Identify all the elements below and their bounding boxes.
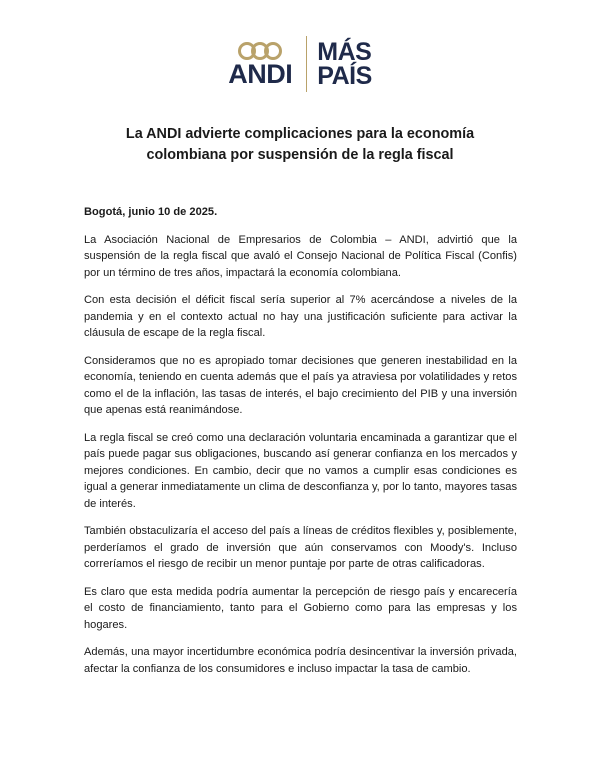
page-title xyxy=(60,124,540,166)
andi-logo-text: ANDI xyxy=(228,59,293,89)
mas-pais-line1: MÁS xyxy=(317,38,372,66)
dateline: Bogotá, junio 10 de 2025. xyxy=(84,206,218,218)
title-line-2: colombiana por suspensión de la regla fiscal xyxy=(146,147,454,163)
press-release-body xyxy=(84,204,517,688)
paragraph-7: Además, una mayor incertidumbre económica podría desincentivar la inversión privada, afectar la confianza de los consumidores e incluso impactar la tasa de cambio. xyxy=(84,646,517,675)
paragraph-6: Es claro que esta medida podría aumentar la percepción de riesgo país y encarecería el costo de financiamiento, tanto para el Gobierno como para las empresas y los hogares. xyxy=(84,585,517,631)
paragraph-4: La regla fiscal se creó como una declaración voluntaria encaminada a garantizar que el país puede pagar sus obligaciones, buscando así generar confianza en los mercados y mejores condiciones. En cambio, decir que no vamos a cumplir esas condiciones es igual a generar inmediatamente un clima de desconfianza y, por lo tanto, mayores tasas de interés. xyxy=(84,431,517,510)
paragraph-1: La Asociación Nacional de Empresarios de Colombia – ANDI, advirtió que la suspensión de la regla fiscal que avaló el Consejo Nacional de Política Fiscal (Confis) por un término de tres años, impactará la economía colombiana. xyxy=(84,233,517,279)
paragraph-3: Consideramos que no es apropiado tomar decisiones que generen inestabilidad en la economía, teniendo en cuenta además que el país ya atraviesa por volatilidades y retos como el de la inflación, las tasas de interés, el bajo crecimiento del PIB y una inversión que apenas está reanimándose. xyxy=(84,354,517,416)
logo-divider xyxy=(306,36,307,92)
header-logos xyxy=(0,36,600,92)
mas-pais-line2: PAÍS xyxy=(317,62,372,90)
andi-logo xyxy=(228,41,292,87)
paragraph-2: Con esta decisión el déficit fiscal sería superior al 7% acercándose a niveles de la pandemia y en el contexto actual no hay una justificación suficiente para activar la cláusula de escape de la regla fiscal. xyxy=(84,294,517,339)
title-line-1: La ANDI advierte complicaciones para la economía xyxy=(125,126,475,142)
andi-emblem-icon xyxy=(237,41,283,61)
mas-pais-logo xyxy=(317,40,372,88)
paragraph-5: También obstaculizaría el acceso del país a líneas de créditos flexibles y, posiblemente, perderíamos el grado de inversión que aún conservamos con Moody's. Incluso correríamos el riesgo de recibir un menor puntaje por parte de otras calificadoras. xyxy=(84,525,517,570)
